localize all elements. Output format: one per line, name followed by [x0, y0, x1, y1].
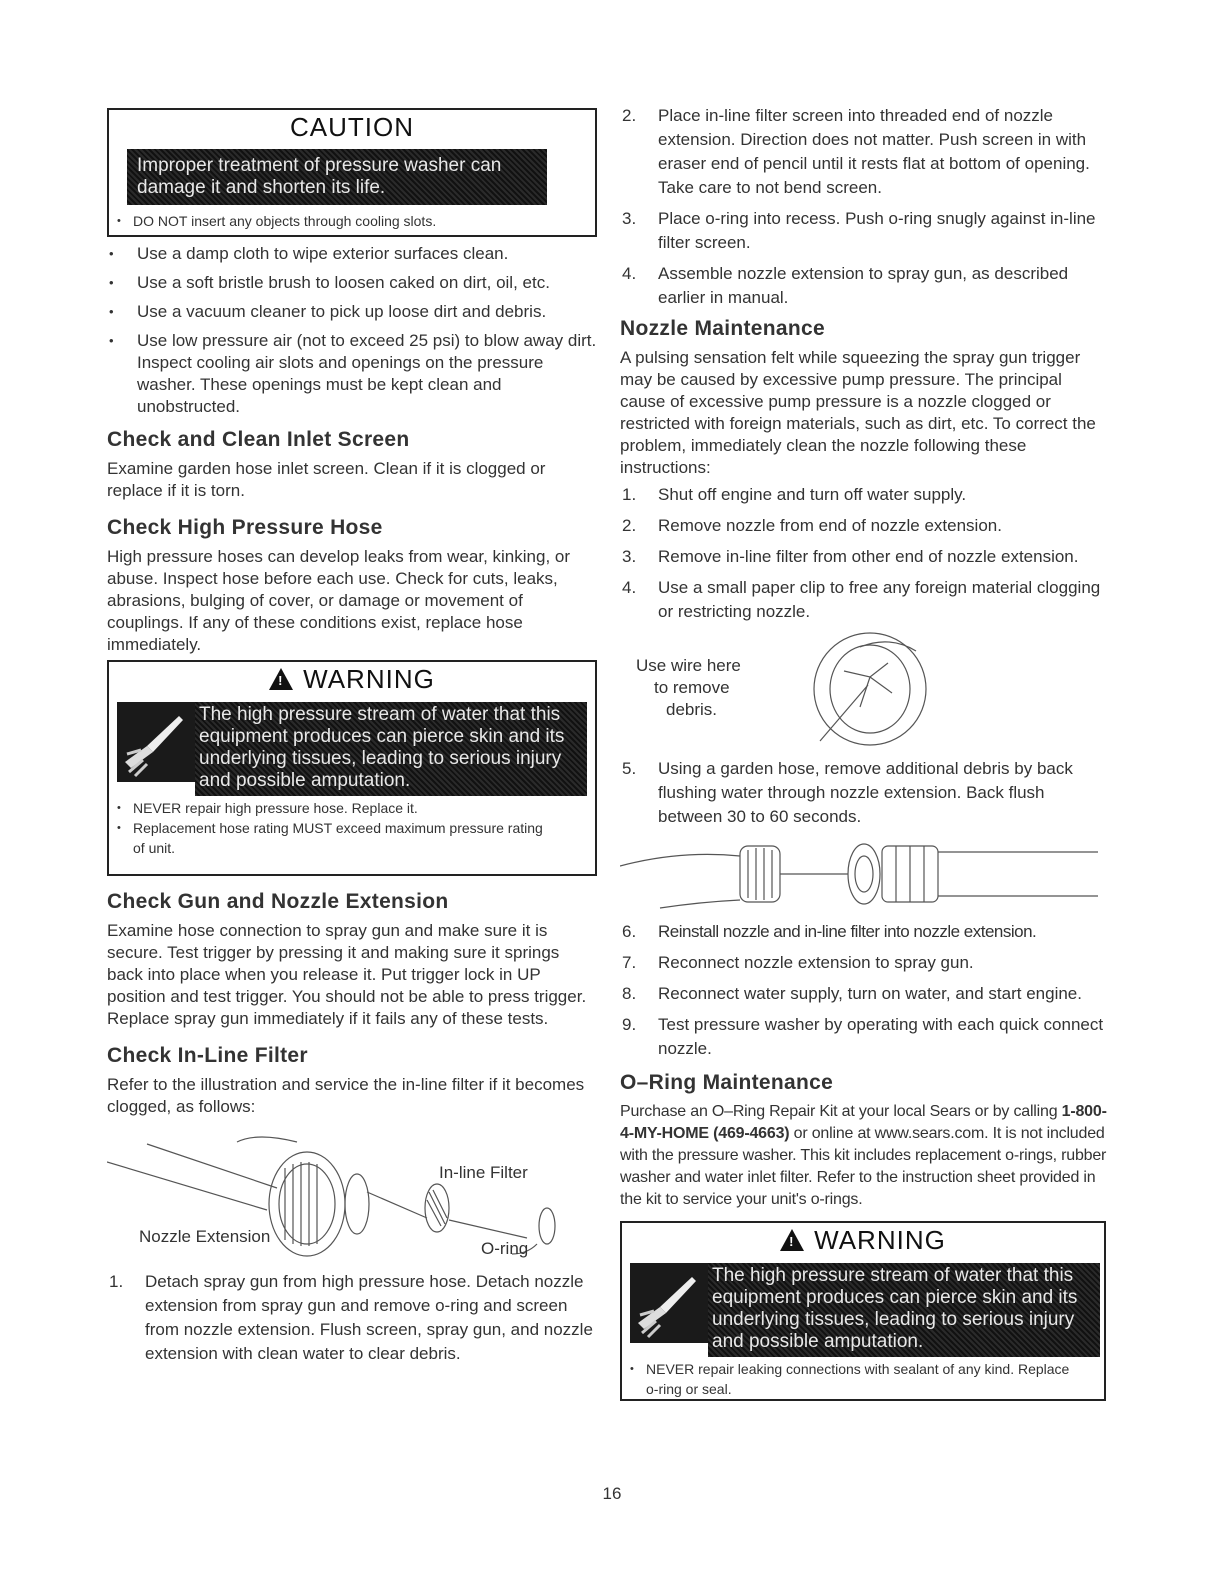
nozzle-heading: Nozzle Maintenance: [620, 317, 825, 340]
caution-list: [109, 205, 595, 235]
list-item: [620, 545, 1108, 569]
step-text: Remove in-line filter from other end of nozzle extension.: [658, 547, 1079, 566]
list-item: [620, 757, 1108, 829]
list-item: [620, 104, 1108, 200]
step-number: 1.: [109, 1272, 124, 1291]
warning-triangle-icon: [780, 1229, 804, 1251]
step-text: Reconnect water supply, turn on water, and start engine.: [658, 984, 1082, 1003]
warning-hazard-text: The high pressure stream of water that this equipment produces can pierce skin and its underlying tissues, leading to serious injury and possible amputation.: [708, 1263, 1100, 1357]
list-item: • Use low pressure air (not to exceed 25 psi) to blow away dirt. Inspect cooling air slots and openings on the pressure washer. These openings must be kept clean and unobstructed.: [107, 330, 597, 418]
step-number: 5.: [622, 759, 637, 778]
back-flush-drawing: [620, 836, 1108, 916]
list-item: [620, 514, 1108, 538]
warning-title: [622, 1223, 1104, 1260]
caution-box: [107, 108, 597, 237]
step-text: Assemble nozzle extension to spray gun, as described earlier in manual.: [658, 264, 1069, 307]
oring-text: [620, 1101, 1108, 1211]
list-item: [107, 1270, 595, 1366]
warning-title: [109, 662, 595, 699]
page-number: 16: [602, 1484, 622, 1503]
list-item: [620, 920, 1108, 944]
caution-item: • DO NOT insert any objects through cooling slots.: [109, 211, 595, 231]
step-number: 4.: [622, 578, 637, 597]
step-number: 2.: [622, 106, 637, 125]
caution-hazard-text: Improper treatment of pressure washer can damage it and shorten its life.: [127, 149, 547, 205]
step-text: Use a small paper clip to free any foreign material clogging or restricting nozzle.: [658, 578, 1101, 621]
wire-label: [636, 655, 741, 721]
warning-title-text: WARNING: [303, 664, 435, 694]
wire-label-line: debris.: [666, 700, 718, 719]
step-text: Shut off engine and turn off water supply.: [658, 485, 967, 504]
step-number: 4.: [622, 264, 637, 283]
inlet-text: Examine garden hose inlet screen. Clean if it is clogged or replace if it is torn.: [107, 459, 546, 500]
o-ring-label: O-ring: [481, 1239, 529, 1258]
list-item: [620, 207, 1108, 255]
filter-heading: Check In-Line Filter: [107, 1044, 308, 1067]
list-item: [620, 1013, 1108, 1061]
step-number: 3.: [622, 547, 637, 566]
warning-item: • NEVER repair leaking connections with sealant of any kind. Replace o-ring or seal.: [622, 1359, 1076, 1399]
step-text: Using a garden hose, remove additional debris by back flushing water through nozzle extension. Back flush between 30 to 60 seconds.: [658, 759, 1073, 826]
warning-hazard-text: The high pressure stream of water that this equipment produces can pierce skin and its underlying tissues, leading to serious injury and possible amputation.: [195, 702, 587, 796]
filter-text: Refer to the illustration and service the in-line filter if it becomes clogged, as follows:: [107, 1075, 585, 1116]
cleaning-bullets: [107, 243, 597, 418]
gun-heading: Check Gun and Nozzle Extension: [107, 890, 449, 913]
list-item: [620, 982, 1108, 1006]
filter-illustration: [107, 1122, 597, 1262]
caution-title: CAUTION: [290, 112, 414, 142]
list-item: [620, 951, 1108, 975]
inlet-heading: Check and Clean Inlet Screen: [107, 428, 410, 451]
nozzle-steps-b: [620, 757, 1108, 829]
hose-heading: Check High Pressure Hose: [107, 516, 383, 539]
wire-label-line: to remove: [654, 678, 730, 697]
warning-title-text: WARNING: [814, 1225, 946, 1255]
step-number: 8.: [622, 984, 637, 1003]
step-number: 7.: [622, 953, 637, 972]
phone-number: 1-800-4-MY-HOME (469-4663): [620, 1103, 1107, 1142]
filter-steps-right: [620, 104, 1108, 310]
nozzle-steps-a: [620, 483, 1108, 624]
step-text: Test pressure washer by operating with each quick connect nozzle.: [658, 1015, 1104, 1058]
oring-text-part: or online at www.sears.com. It is not included with the pressure washer. This kit includes replacement o-rings, rubber washer and water inlet filter. Refer to the instruction sheet provided in the kit to service your unit's o-rings.: [620, 1125, 1107, 1208]
nozzle-drawing: [760, 631, 960, 751]
warning-box-1: [107, 660, 597, 876]
list-item: • Use a damp cloth to wipe exterior surfaces clean.: [107, 243, 597, 265]
warning-list: [622, 1359, 1092, 1399]
hose-text: High pressure hoses can develop leaks from wear, kinking, or abuse. Inspect hose before each use. Check for cuts, leaks, abrasions, bulging of cover, or damage or movement of couplings. If any of these conditions exist, replace hose immediately.: [107, 547, 571, 654]
left-column: [107, 100, 597, 1373]
step-number: 1.: [622, 485, 637, 504]
filter-steps-left: [107, 1270, 597, 1366]
step-text: Detach spray gun from high pressure hose. Detach nozzle extension from spray gun and remove o-ring and screen from nozzle extension. Flush screen, spray gun, and nozzle extension with clean water to clear debris.: [145, 1272, 593, 1363]
nozzle-illustration: [620, 631, 1108, 751]
nozzle-text: A pulsing sensation felt while squeezing the spray gun trigger may be caused by excessive pump pressure. The principal cause of excessive pump pressure is a nozzle clogged or restricted with foreign materials, such as dirt, etc. To correct the problem, immediately clean the nozzle following these instructions:: [620, 348, 1096, 477]
injection-hazard-icon: [117, 702, 197, 782]
wire-label-line: Use wire here: [636, 656, 741, 675]
nozzle-extension-label: Nozzle Extension: [139, 1227, 271, 1246]
step-number: 3.: [622, 209, 637, 228]
list-item: • Use a soft bristle brush to loosen caked on dirt, oil, etc.: [107, 272, 597, 294]
injection-hazard-icon: [630, 1263, 710, 1343]
step-text: Place in-line filter screen into threaded end of nozzle extension. Direction does not matter. Push screen in with eraser end of pencil until it rests flat at bottom of opening. Take care to not bend screen.: [658, 106, 1090, 197]
step-number: 2.: [622, 516, 637, 535]
step-number: 6.: [622, 922, 637, 941]
list-item: • Use a vacuum cleaner to pick up loose dirt and debris.: [107, 301, 597, 323]
step-text: Remove nozzle from end of nozzle extension.: [658, 516, 1002, 535]
right-column: [620, 104, 1108, 1401]
list-item: [620, 576, 1108, 624]
step-number: 9.: [622, 1015, 637, 1034]
gun-text: Examine hose connection to spray gun and make sure it is secure. Test trigger by pressing it and making sure it springs back into place when you release it. Put trigger lock in UP position and test trigger. You should not be able to press trigger. Replace spray gun immediately if it fails any of these tests.: [107, 921, 587, 1028]
step-text: Place o-ring into recess. Push o-ring snugly against in-line filter screen.: [658, 209, 1096, 252]
oring-text-part: Purchase an O–Ring Repair Kit at your local Sears or by calling: [620, 1103, 1062, 1120]
warning-box-2: [620, 1221, 1106, 1401]
warning-item: • NEVER repair high pressure hose. Replace it.: [109, 798, 589, 818]
inline-filter-label: In-line Filter: [439, 1163, 528, 1182]
step-text: Reinstall nozzle and in-line filter into nozzle extension.: [658, 922, 1037, 941]
nozzle-steps-c: [620, 920, 1108, 1061]
oring-heading: O–Ring Maintenance: [620, 1071, 834, 1094]
warning-item: • Replacement hose rating MUST exceed maximum pressure rating of unit.: [109, 818, 553, 858]
list-item: [620, 483, 1108, 507]
list-item: [620, 262, 1108, 310]
warning-list: [109, 798, 589, 858]
step-text: Reconnect nozzle extension to spray gun.: [658, 953, 974, 972]
warning-triangle-icon: [269, 668, 293, 690]
